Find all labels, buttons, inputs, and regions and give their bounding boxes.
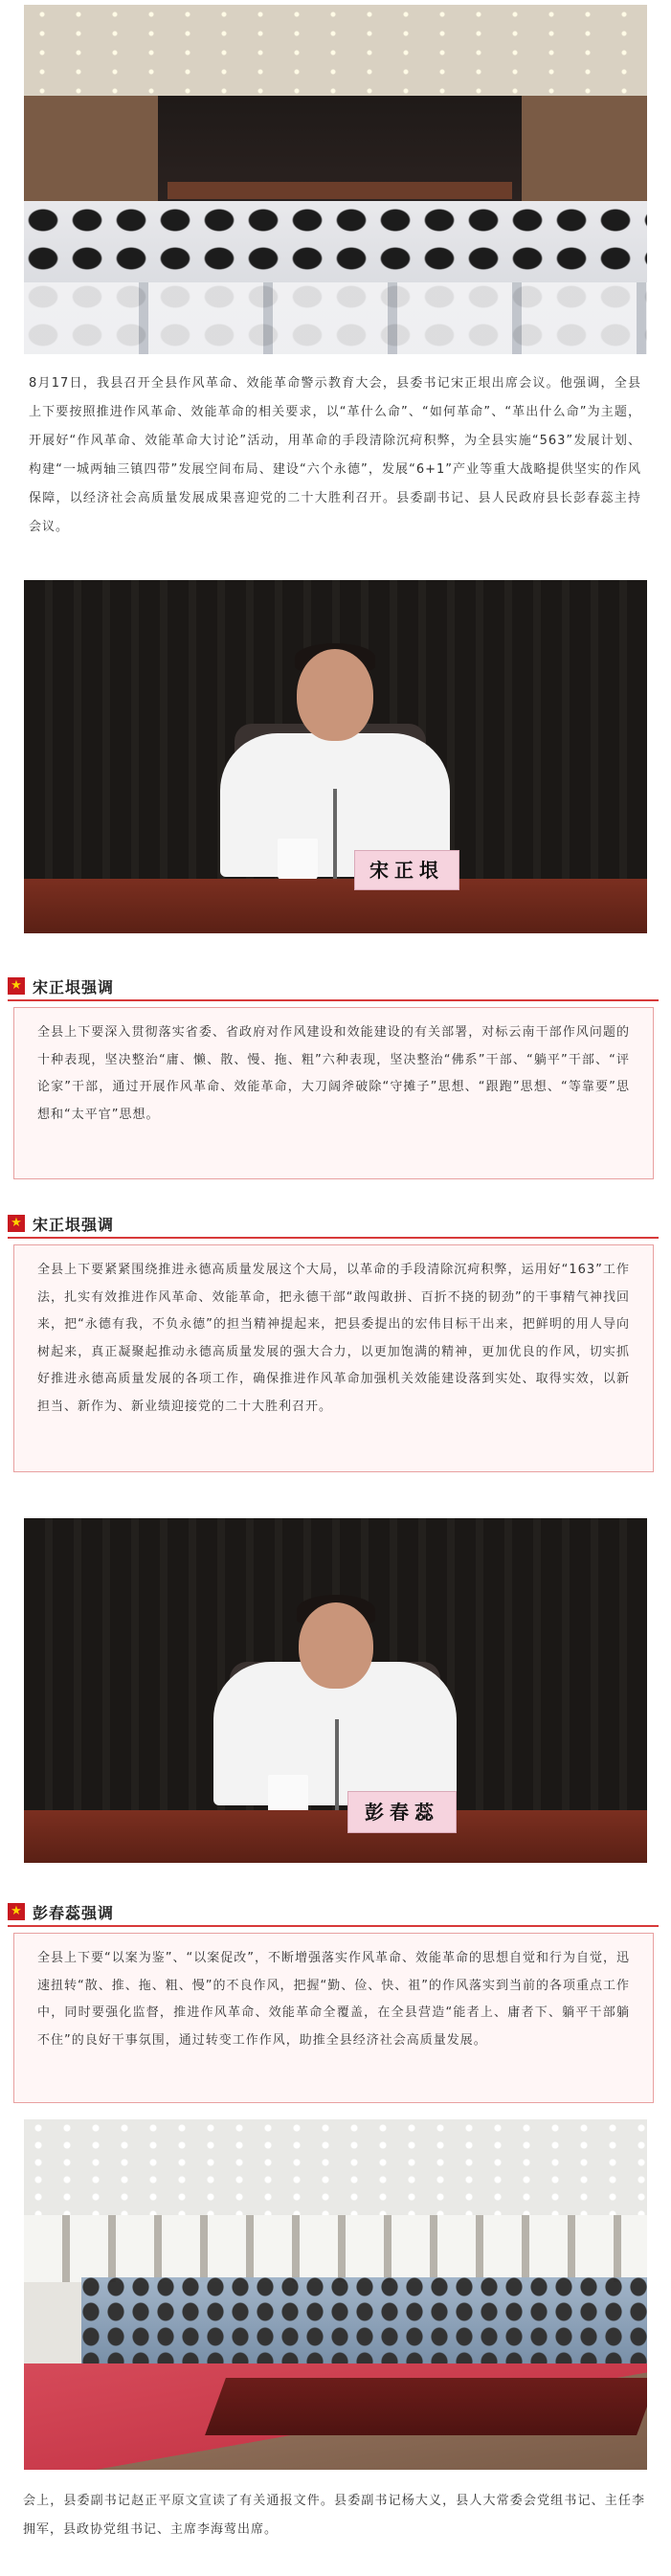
section-heading-text: 彭春蕊强调 <box>33 1903 115 1922</box>
section-heading-text: 宋正垠强调 <box>33 977 115 997</box>
closing-paragraph: 会上，县委副书记赵正平原文宣读了有关通报文件。县委副书记杨大义，县人大常委会党组书记、主任李拥军，县政协党组书记、主席李海莺出席。 <box>23 2494 645 2537</box>
heading-divider <box>8 1237 659 1239</box>
meeting-room-photo <box>24 2119 647 2470</box>
nameplate-song: 宋正垠 <box>354 850 459 890</box>
nameplate-peng: 彭春蕊 <box>347 1791 457 1833</box>
quote-text: 全县上下要“以案为鉴”、“以案促改”，不断增强落实作风革命、效能革命的思想自觉和行为自觉，迅速扭转“散、推、拖、粗、慢”的不良作风，把握“勤、俭、快、祖”的作风落实到当前的各项重点工作中，同时要强化监督，推进作风革命、效能革命全覆盖，在全县营造“能者上、庸者下、躺平干部躺不住”的良好干事氛围，通过转变工作作风，助推全县经济社会高质量发展。 <box>37 1951 630 2048</box>
star-icon: ★ <box>8 1215 25 1232</box>
conference-hall-photo <box>24 5 647 354</box>
heading-divider <box>8 1925 659 1927</box>
section-heading-text: 宋正垠强调 <box>33 1215 115 1234</box>
section-heading-song-1 <box>8 974 114 997</box>
speaker-song-photo <box>24 580 647 933</box>
quote-box-song-1 <box>13 1007 654 1179</box>
quote-box-song-2 <box>13 1244 654 1472</box>
speaker-peng-photo <box>24 1518 647 1863</box>
heading-divider <box>8 999 659 1001</box>
star-icon: ★ <box>8 977 25 995</box>
section-heading-song-2 <box>8 1212 114 1235</box>
quote-text: 全县上下要紧紧围绕推进永德高质量发展这个大局，以革命的手段清除沉疴积弊，运用好“163”工作法，扎实有效推进作风革命、效能革命，把永德干部“敢闯敢拼、百折不挠的韧劲”的干事精气神找回来，把“永德有我，不负永德”的担当精神提起来，把县委提出的宏伟目标干出来，把鲜明的用人导向树起来，真正凝聚起推动永德高质量发展的强大合力，以更加饱满的精神，更加优良的作风，切实抓好推进永德高质量发展的各项工作，确保推进作风革命加强机关效能建设落到实处、取得实效，以新担当、新作为、新业绩迎接党的二十大胜利召开。 <box>37 1263 630 1414</box>
star-icon: ★ <box>8 1903 25 1920</box>
quote-text: 全县上下要深入贯彻落实省委、省政府对作风建设和效能建设的有关部署，对标云南干部作风问题的十种表现，坚决整治“庸、懒、散、慢、拖、粗”六种表现，坚决整治“佛系”干部、“躺平”干部、“评论家”干部，通过开展作风革命、效能革命，大刀阔斧破除“守摊子”思想、“跟跑”思想、“等靠要”思想和“太平官”思想。 <box>37 1025 630 1122</box>
intro-paragraph: 8月17日，我县召开全县作风革命、效能革命警示教育大会，县委书记宋正垠出席会议。他强调，全县上下要按照推进作风革命、效能革命的相关要求，以“革什么命”、“如何革命”、“革出什么命”为主题，开展好“作风革命、效能革命大讨论”活动，用革命的手段清除沉疴积弊，为全县实施“563”发展计划、构建“一城两轴三镇四带”发展空间布局、建设“六个永德”，发展“6+1”产业等重大战略提供坚实的作风保障，以经济社会高质量发展成果喜迎党的二十大胜利召开。县委副书记、县人民政府县长彭春蕊主持会议。 <box>29 376 641 534</box>
section-heading-peng <box>8 1900 114 1923</box>
quote-box-peng <box>13 1933 654 2103</box>
